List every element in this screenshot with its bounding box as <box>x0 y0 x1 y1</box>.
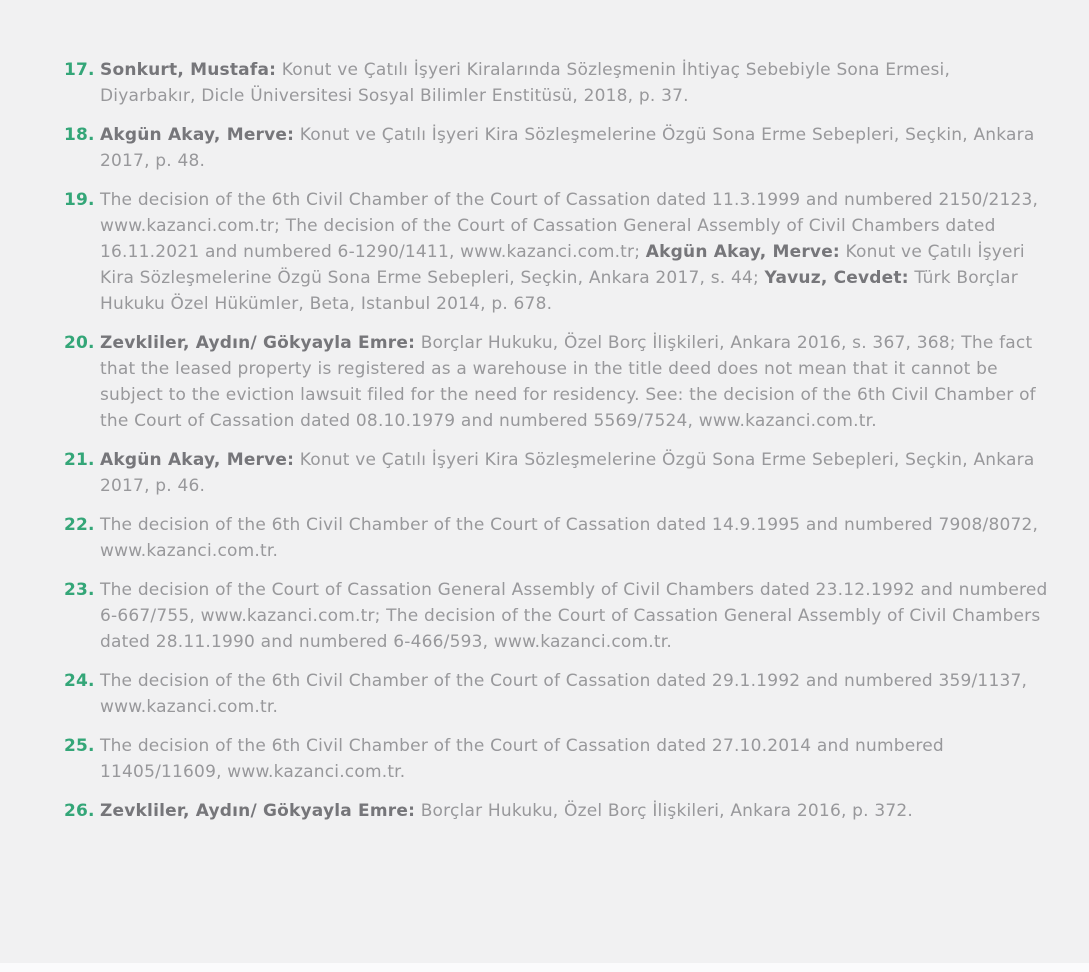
footnote-number: 19. <box>64 190 95 210</box>
footnote-item <box>64 330 1049 434</box>
footnote-text <box>100 187 1049 317</box>
footnote-text <box>100 57 1049 109</box>
footnote-citation-text: The decision of the 6th Civil Chamber of the Court of Cassation dated 11.3.1999 and numbered 2150/2123, www.kazanci.com.tr; The decision of the Court of Cassation General Assembly of Civil Chambers dated 16.11.2021 and numbered 6-1290/1411, www.kazanci.com.tr; <box>100 190 1039 262</box>
footnote-number: 22. <box>64 515 95 535</box>
footnote-author-name: Zevkliler, Aydın/ Gökyayla Emre: <box>100 333 416 353</box>
footnote-citation-text: Borçlar Hukuku, Özel Borç İlişkileri, Ankara 2016, p. 372. <box>415 801 914 821</box>
footnote-number: 20. <box>64 333 95 353</box>
footnote-text <box>100 122 1049 174</box>
footnote-citation-text: The decision of the 6th Civil Chamber of the Court of Cassation dated 29.1.1992 and numbered 359/1137, www.kazanci.com.tr. <box>100 671 1028 717</box>
footnote-author-name: Yavuz, Cevdet: <box>764 268 909 288</box>
footnote-item <box>64 512 1049 564</box>
footnote-text <box>100 447 1049 499</box>
footnote-number: 26. <box>64 801 95 821</box>
footnote-citation-text: Borçlar Hukuku, Özel Borç İlişkileri, Ankara 2016, s. 367, 368; The fact that the leased property is registered as a warehouse in the title deed does not mean that it cannot be subject to the eviction lawsuit filed for the need for residency. See: the decision of the 6th Civil Chamber of the Court of Cassation dated 08.10.1979 and numbered 5569/7524, www.kazanci.com.tr. <box>100 333 1036 431</box>
footnote-author-name: Sonkurt, Mustafa: <box>100 60 277 80</box>
footnote-item <box>64 577 1049 655</box>
footnote-citation-text: Konut ve Çatılı İşyeri Kiralarında Sözleşmenin İhtiyaç Sebebiyle Sona Ermesi, Diyarbakır, Dicle Üniversitesi Sosyal Bilimler Enstitüsü, 2018, p. 37. <box>100 60 951 106</box>
page-bottom-edge <box>0 963 1089 972</box>
footnote-text <box>100 577 1049 655</box>
footnote-author-name: Zevkliler, Aydın/ Gökyayla Emre: <box>100 801 416 821</box>
footnote-citation-text: The decision of the 6th Civil Chamber of the Court of Cassation dated 14.9.1995 and numbered 7908/8072, www.kazanci.com.tr. <box>100 515 1039 561</box>
footnote-number: 23. <box>64 580 95 600</box>
footnote-citation-text: The decision of the Court of Cassation General Assembly of Civil Chambers dated 23.12.1992 and numbered 6-667/755, www.kazanci.com.tr; The decision of the Court of Cassation General Assembly of Civil Chambers dated 28.11.1990 and numbered 6-466/593, www.kazanci.com.tr. <box>100 580 1048 652</box>
footnote-citation-text: The decision of the 6th Civil Chamber of the Court of Cassation dated 27.10.2014 and numbered 11405/11609, www.kazanci.com.tr. <box>100 736 944 782</box>
footnote-text <box>100 512 1049 564</box>
footnote-citation-text: Konut ve Çatılı İşyeri Kira Sözleşmelerine Özgü Sona Erme Sebepleri, Seçkin, Ankara 2017, s. 44; <box>100 242 1025 288</box>
footnote-item <box>64 187 1049 317</box>
footnote-item <box>64 733 1049 785</box>
footnote-text <box>100 733 1049 785</box>
footnote-list <box>64 57 1049 824</box>
footnote-number: 21. <box>64 450 95 470</box>
footnote-item <box>64 122 1049 174</box>
footnote-item <box>64 668 1049 720</box>
footnote-text <box>100 668 1049 720</box>
footnote-author-name: Akgün Akay, Merve: <box>645 242 840 262</box>
footnote-citation-text: Konut ve Çatılı İşyeri Kira Sözleşmelerine Özgü Sona Erme Sebepleri, Seçkin, Ankara 2017, p. 46. <box>100 450 1035 496</box>
footnote-item <box>64 798 1049 824</box>
footnote-number: 18. <box>64 125 95 145</box>
footnote-citation-text: Türk Borçlar Hukuku Özel Hükümler, Beta, Istanbul 2014, p. 678. <box>100 268 1018 314</box>
footnote-number: 24. <box>64 671 95 691</box>
footnote-text <box>100 330 1049 434</box>
footnote-text <box>100 798 1049 824</box>
footnote-item <box>64 57 1049 109</box>
footnote-author-name: Akgün Akay, Merve: <box>100 125 295 145</box>
footnote-author-name: Akgün Akay, Merve: <box>100 450 295 470</box>
footnote-number: 17. <box>64 60 95 80</box>
footnote-number: 25. <box>64 736 95 756</box>
footnote-citation-text: Konut ve Çatılı İşyeri Kira Sözleşmelerine Özgü Sona Erme Sebepleri, Seçkin, Ankara 2017, p. 48. <box>100 125 1035 171</box>
footnote-item <box>64 447 1049 499</box>
